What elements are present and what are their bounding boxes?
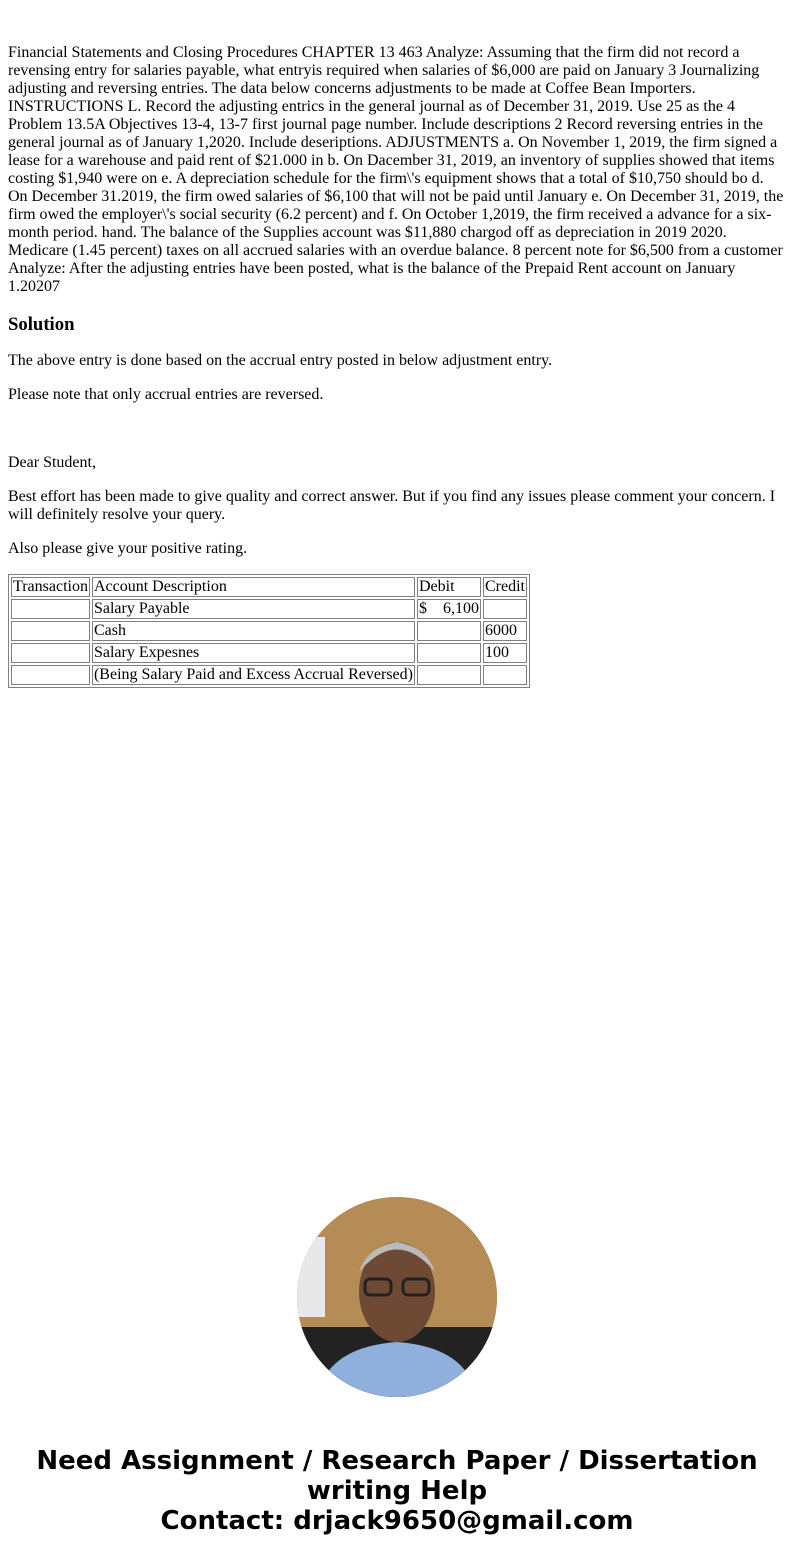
- header-cell: Account Description: [92, 577, 415, 597]
- cell: [11, 621, 90, 641]
- avatar: [297, 1197, 497, 1397]
- cell: [417, 665, 481, 685]
- cell: [417, 643, 481, 663]
- paragraph: Dear Student,: [8, 454, 96, 471]
- cell: Salary Expesnes: [92, 643, 415, 663]
- cell: Salary Payable: [92, 599, 415, 619]
- header-cell: Debit: [417, 577, 481, 597]
- header-cell: Credit: [484, 578, 525, 595]
- journal-table: [8, 574, 530, 688]
- cell: [11, 599, 90, 619]
- table-row: [11, 599, 527, 619]
- paragraph: Also please give your positive rating.: [8, 540, 248, 557]
- cell: [11, 665, 90, 685]
- cell: 6000: [483, 621, 527, 641]
- cell: [483, 665, 527, 685]
- table-row: [11, 643, 527, 663]
- table-header-row: [11, 577, 527, 597]
- paragraph: Please note that only accrual entries are reversed.: [8, 386, 324, 403]
- cell: $ 6,100: [418, 600, 479, 617]
- promo-line: Need Assignment / Research Paper / Dissertation writing Help: [36, 1446, 758, 1506]
- cell: Cash: [92, 621, 415, 641]
- paragraph: The above entry is done based on the accrual entry posted in below adjustment entry.: [8, 352, 553, 369]
- header-cell: Transaction: [13, 578, 88, 595]
- table-row: [11, 665, 527, 685]
- paragraph: Best effort has been made to give quality and correct answer. But if you find any issues please comment your concern. I will definitely resolve your query.: [8, 488, 776, 523]
- cell: [483, 599, 527, 619]
- solution-heading: Solution: [8, 314, 75, 335]
- table-row: [11, 621, 527, 641]
- cell: [417, 621, 481, 641]
- cell: (Being Salary Paid and Excess Accrual Reversed): [93, 666, 413, 683]
- cell: [11, 643, 90, 663]
- question-text: Financial Statements and Closing Procedures CHAPTER 13 463 Analyze: Assuming that the firm did not record a revensing entry for salaries payable, what entryis required when salaries of $6,000 are paid on January 3 Journalizing adjusting and reversing entries. The data below concerns adjustments to be made at Coffee Bean Importers. INSTRUCTIONS L. Record the adjusting entrics in the general journal as of December 31, 2019. Use 25 as the 4 Problem 13.5A Objectives 13-4, 13-7 first journal page number. Include descriptions 2 Record reversing entries in the general journal as of January 1,2020. Include deseriptions. ADJUSTMENTS a. On November 1, 2019, the firm signed a lease for a warehouse and paid rent of $21.000 in b. On Dacember 31, 2019, an inventory of supplies showed that items costing $1,940 were on e. A depreciation schedule for the firm\'s equipment shows that a total of $10,750 should bo d. On December 31.2019, the firm owed salaries of $6,100 that will not be paid until January e. On December 31, 2019, the firm owed the employer\'s social security (6.2 percent) and f. On October 1,2019, the firm received a advance for a six-month period. hand. The balance of the Supplies account was $11,880 chargod off as depreciation in 2019 2020. Medicare (1.45 percent) taxes on all accrued salaries with an overdue balance. 8 percent note for $6,500 from a customer Analyze: After the adjusting entries have been posted, what is the balance of the Prepaid Rent account on January 1.20207: [8, 44, 784, 295]
- promo-contact: Contact: drjack9650@gmail.com: [160, 1506, 634, 1536]
- cell: 100: [483, 643, 527, 663]
